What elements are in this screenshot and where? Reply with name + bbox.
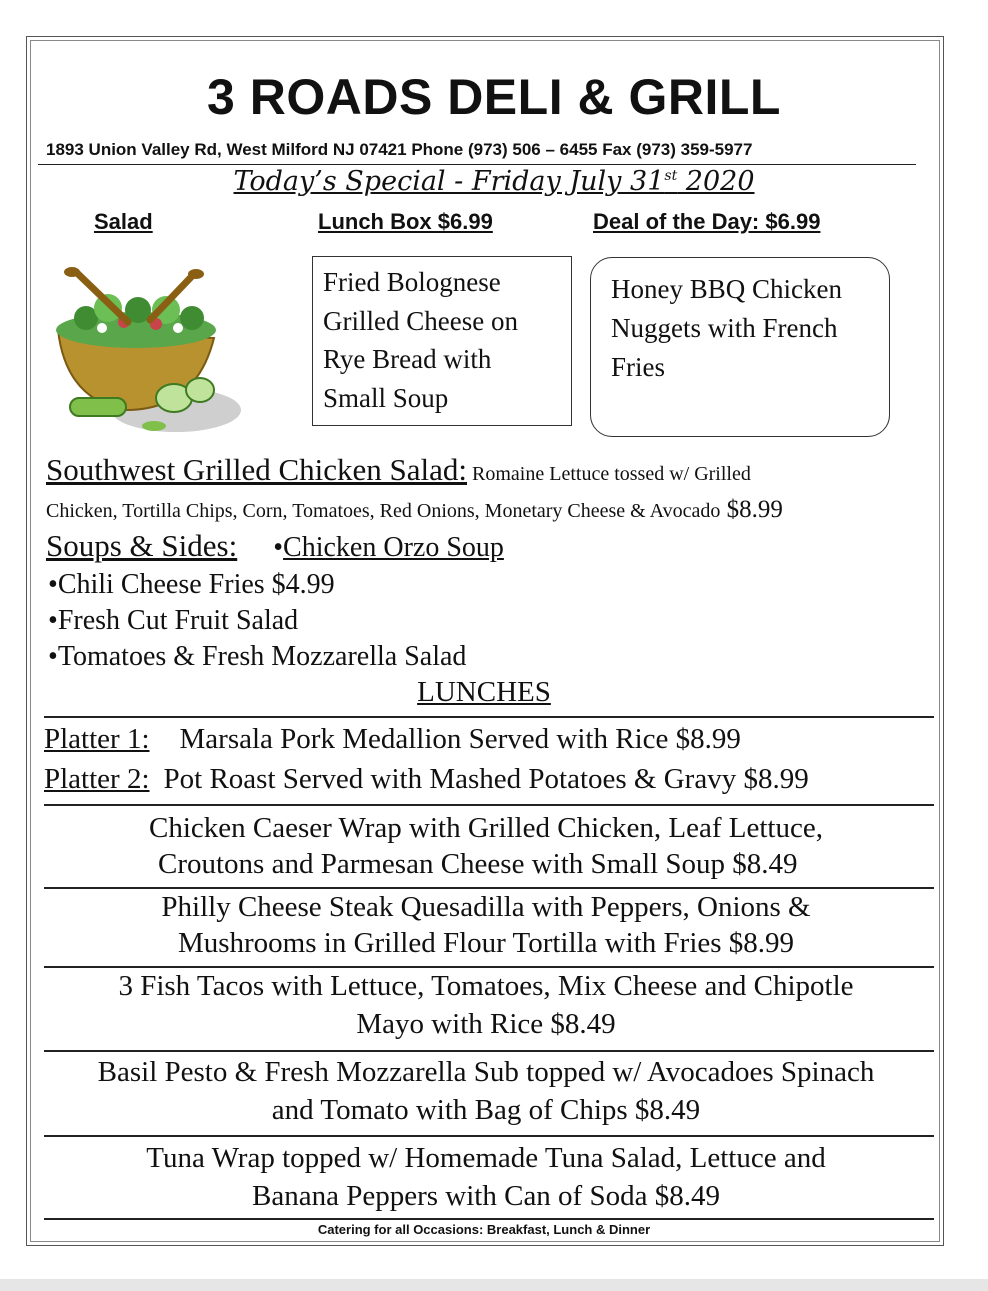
- lunch-box-heading: Lunch Box $6.99: [318, 209, 493, 234]
- soups-sides-heading: Soups & Sides:: [46, 528, 238, 563]
- header-divider: [38, 164, 916, 165]
- lunches-heading: LUNCHES: [417, 676, 551, 708]
- deal-of-day-heading: Deal of the Day: $6.99: [593, 209, 821, 234]
- divider: [44, 804, 934, 806]
- lunch-box-line: Rye Bread with: [323, 344, 492, 374]
- platter-text: Marsala Pork Medallion Served with Rice $8.99: [179, 723, 741, 755]
- lunch-item: 3 Fish Tacos with Lettuce, Tomatoes, Mix Cheese and Chipotle: [118, 970, 854, 1002]
- side-item: [48, 569, 335, 601]
- lunch-item: Basil Pesto & Fresh Mozzarella Sub topped w/ Avocadoes Spinach: [97, 1056, 875, 1088]
- restaurant-title: 3 ROADS DELI & GRILL: [207, 69, 781, 125]
- southwest-salad-name: Southwest Grilled Chicken Salad:: [46, 452, 468, 487]
- side-item-text: Tomatoes & Fresh Mozzarella Salad: [57, 641, 467, 672]
- platter-2: [44, 763, 809, 796]
- southwest-salad-desc: Romaine Lettuce tossed w/ Grilled: [467, 463, 751, 485]
- lunch-box-description: [312, 256, 572, 426]
- divider: [44, 1135, 934, 1137]
- side-item: [48, 605, 298, 637]
- lunch-item: and Tomato with Bag of Chips $8.49: [271, 1094, 701, 1126]
- catering-footer: Catering for all Occasions: Breakfast, Lunch & Dinner: [317, 1222, 651, 1237]
- lunch-item: Mayo with Rice $8.49: [356, 1008, 616, 1040]
- todays-special-heading: Today’s Special - Friday July 31st 2020: [233, 166, 755, 197]
- platter-1: [44, 723, 741, 756]
- lunch-item: Croutons and Parmesan Cheese with Small Soup $8.49: [158, 848, 798, 880]
- divider: [44, 1218, 934, 1220]
- divider: [44, 966, 934, 968]
- deal-of-day-description: [590, 257, 890, 437]
- lunch-box-line: Grilled Cheese on: [323, 305, 518, 336]
- deal-line: Honey BBQ Chicken: [611, 274, 842, 304]
- southwest-salad-line2: [46, 496, 783, 524]
- side-item-text: Fresh Cut Fruit Salad: [57, 605, 299, 636]
- platter-label: Platter 1:: [44, 723, 150, 755]
- side-item: [48, 641, 466, 673]
- bottom-margin: [0, 1279, 988, 1291]
- southwest-salad-price: $8.99: [720, 496, 783, 523]
- soup-item: Chicken Orzo Soup: [283, 532, 504, 563]
- platter-text: Pot Roast Served with Mashed Potatoes & Gravy $8.99: [163, 763, 809, 795]
- lunch-box-line: Fried Bolognese: [323, 267, 501, 297]
- bullet: •: [273, 532, 284, 563]
- bullet: •: [48, 569, 58, 600]
- lunch-item: Banana Peppers with Can of Soda $8.49: [252, 1180, 720, 1212]
- southwest-salad-desc: Chicken, Tortilla Chips, Corn, Tomatoes, Red Onions, Monetary Cheese & Avocado: [46, 500, 721, 522]
- lunch-item: Mushrooms in Grilled Flour Tortilla with Fries $8.99: [177, 927, 795, 959]
- deal-line: Nuggets with French: [611, 313, 838, 343]
- contact-info: 1893 Union Valley Rd, West Milford NJ 07421 Phone (973) 506 – 6455 Fax (973) 359-5977: [46, 140, 753, 159]
- lunch-item: Chicken Caeser Wrap with Grilled Chicken, Leaf Lettuce,: [149, 812, 823, 844]
- salad-bowl-icon: [46, 260, 246, 440]
- southwest-salad-line1: [46, 452, 751, 488]
- salad-heading: Salad: [94, 209, 153, 234]
- lunch-item: Philly Cheese Steak Quesadilla with Peppers, Onions &: [161, 891, 811, 923]
- divider: [44, 887, 934, 889]
- divider: [44, 1050, 934, 1052]
- divider: [44, 716, 934, 718]
- platter-label: Platter 2:: [44, 763, 150, 795]
- bullet: •: [48, 641, 58, 672]
- bullet: •: [48, 605, 58, 636]
- deal-line: Fries: [611, 352, 665, 382]
- side-item-text: Chili Cheese Fries $4.99: [57, 569, 335, 600]
- lunch-item: Tuna Wrap topped w/ Homemade Tuna Salad, Lettuce and: [146, 1142, 826, 1174]
- soups-sides-line: [46, 528, 504, 564]
- lunch-box-line: Small Soup: [323, 382, 449, 413]
